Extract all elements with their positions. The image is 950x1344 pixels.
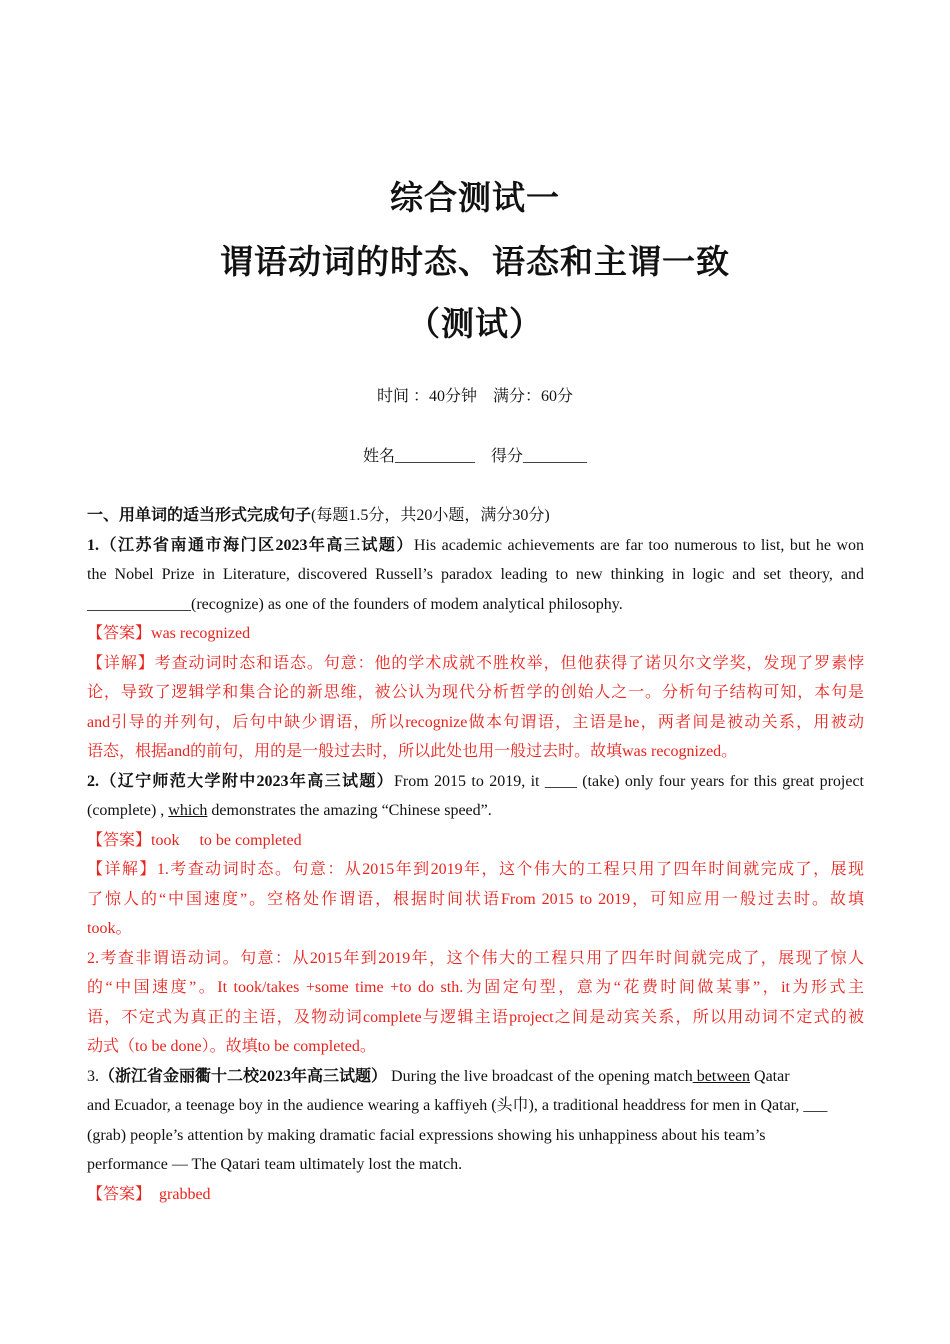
q3-answer (87, 1180, 864, 1210)
q2-line-2 (87, 796, 864, 826)
q2-detail-line-1 (87, 855, 864, 885)
q2-blank: ____ (544, 772, 577, 790)
q1-text: His academic achievements are far too numerous to list, but he won (413, 536, 864, 554)
q2-detail-line-7: 动式（to be done）。故填to be completed。 (87, 1038, 376, 1055)
answer-label: 【答案】 (87, 1185, 152, 1203)
section-heading-title: 一、用单词的适当形式完成句子 (87, 507, 312, 524)
q2-detail-line-2: 了惊人的“中国速度”。空格处作谓语，根据时间状语From 2015 to 2019，可知应用一般过去时。故填 (87, 890, 864, 908)
answer-value: was recognized (151, 625, 251, 642)
title-line-1: 综合测试一 (390, 178, 560, 217)
q2-detail-line-6: 语，不定式为真正的主语，及物动词complete与逻辑主语project之间是动宾关系，所以用动词不定式的被 (87, 1008, 864, 1026)
q3-source: （浙江省金丽衢十二校2023年高三试题） (99, 1067, 388, 1085)
q3-blank: ___ (803, 1097, 828, 1114)
detail-text: 考查动词时态和语态。句意：他的学术成就不胜枚举，但他获得了诺贝尔文学奖，发现了罗素悖 (154, 654, 864, 672)
detail-label: 【详解】 (87, 654, 155, 672)
document-body (87, 501, 864, 1209)
q2-source: （辽宁师范大学附中2023年高三试题） (99, 772, 395, 790)
q1-number: 1. (87, 536, 99, 554)
time-score-info: 时间 ：40分钟 满分：60分 (376, 388, 573, 405)
q1-detail-line-2: 论，导致了逻辑学和集合论的新思维，被公认为现代分析哲学的创始人之一。分析句子结构可知，本句是 (87, 684, 864, 701)
q3-line-4: performance — The Qatari team ultimately lost the match. (87, 1156, 463, 1173)
q3-line-2 (87, 1091, 864, 1121)
q1-detail-line-3: and引导的并列句，后句中缺少谓语，所以recognize做本句谓语，主语是he，两者间是被动关系，用被动 (87, 713, 864, 731)
q1-blank: _____________ (87, 595, 191, 613)
answer-label: 【答案】 (87, 625, 152, 642)
name-score-info: 姓名__________ 得分________ (362, 448, 587, 465)
q3-text: and Ecuador, a teenage boy in the audience wearing a kaffiyeh (头巾), a traditional headdress for men in Qatar, (87, 1097, 800, 1114)
q1-answer (87, 619, 864, 649)
q2-underlined-word: which (168, 802, 208, 819)
q2-answer (87, 826, 864, 856)
q2-number: 2. (87, 772, 99, 790)
q2-line-1 (87, 767, 864, 797)
q2-text: (complete) , (87, 802, 165, 819)
q1-line-3 (87, 590, 864, 620)
q3-line-1 (87, 1062, 864, 1092)
q2-text: demonstrates the amazing “Chinese speed”. (211, 802, 492, 819)
q2-detail-line-5: 的“中国速度”。It took/takes +some time +to do sth.为固定句型，意为“花费时间做某事”，it为形式主 (87, 979, 864, 996)
q2-detail-line-3: took。 (87, 920, 132, 937)
q3-text: Qatar (754, 1067, 790, 1085)
detail-text: 1.考查动词时态。句意：从2015年到2019年，这个伟大的工程只用了四年时间就完成了，展现 (156, 861, 864, 878)
answer-value-2: to be completed (199, 831, 302, 849)
detail-label: 【详解】 (87, 861, 157, 878)
q1-line-2: the Nobel Prize in Literature, discovered Russell’s paradox leading to new thinking in logic and set theory, and (87, 566, 864, 583)
q1-detail-line-4: 语态，根据and的前句，用的是一般过去时，所以此处也用一般过去时。故填was recognized。 (87, 743, 738, 760)
q1-source: （江苏省南通市海门区2023年高三试题） (99, 536, 414, 554)
answer-label: 【答案】 (87, 831, 152, 849)
q2-text: (take) only four years for this great project (582, 772, 865, 790)
q3-line-3: (grab) people’s attention by making dramatic facial expressions showing his unhappiness about his team’s (87, 1126, 766, 1144)
q1-detail-line-1 (87, 649, 864, 679)
section-heading (87, 501, 864, 531)
answer-value: grabbed (159, 1185, 211, 1203)
title-line-3: （测试） (407, 304, 543, 343)
answer-value-1: took (151, 831, 180, 849)
q3-text: During the live broadcast of the opening match (391, 1067, 693, 1085)
q3-underlined-word: between (692, 1067, 751, 1085)
q2-detail-line-4: 2.考查非谓语动词。句意：从2015年到2019年，这个伟大的工程只用了四年时间就完成了，展现了惊人 (87, 949, 864, 967)
title-line-2: 谓语动词的时态、语态和主谓一致 (220, 242, 730, 281)
q3-number: 3. (87, 1067, 99, 1085)
section-heading-note: (每题1.5分，共20小题，满分30分) (311, 507, 550, 524)
q1-text: (recognize) as one of the founders of modem analytical philosophy. (191, 595, 623, 613)
q2-text: From 2015 to 2019, it (394, 772, 540, 790)
q1-line-1 (87, 531, 864, 561)
